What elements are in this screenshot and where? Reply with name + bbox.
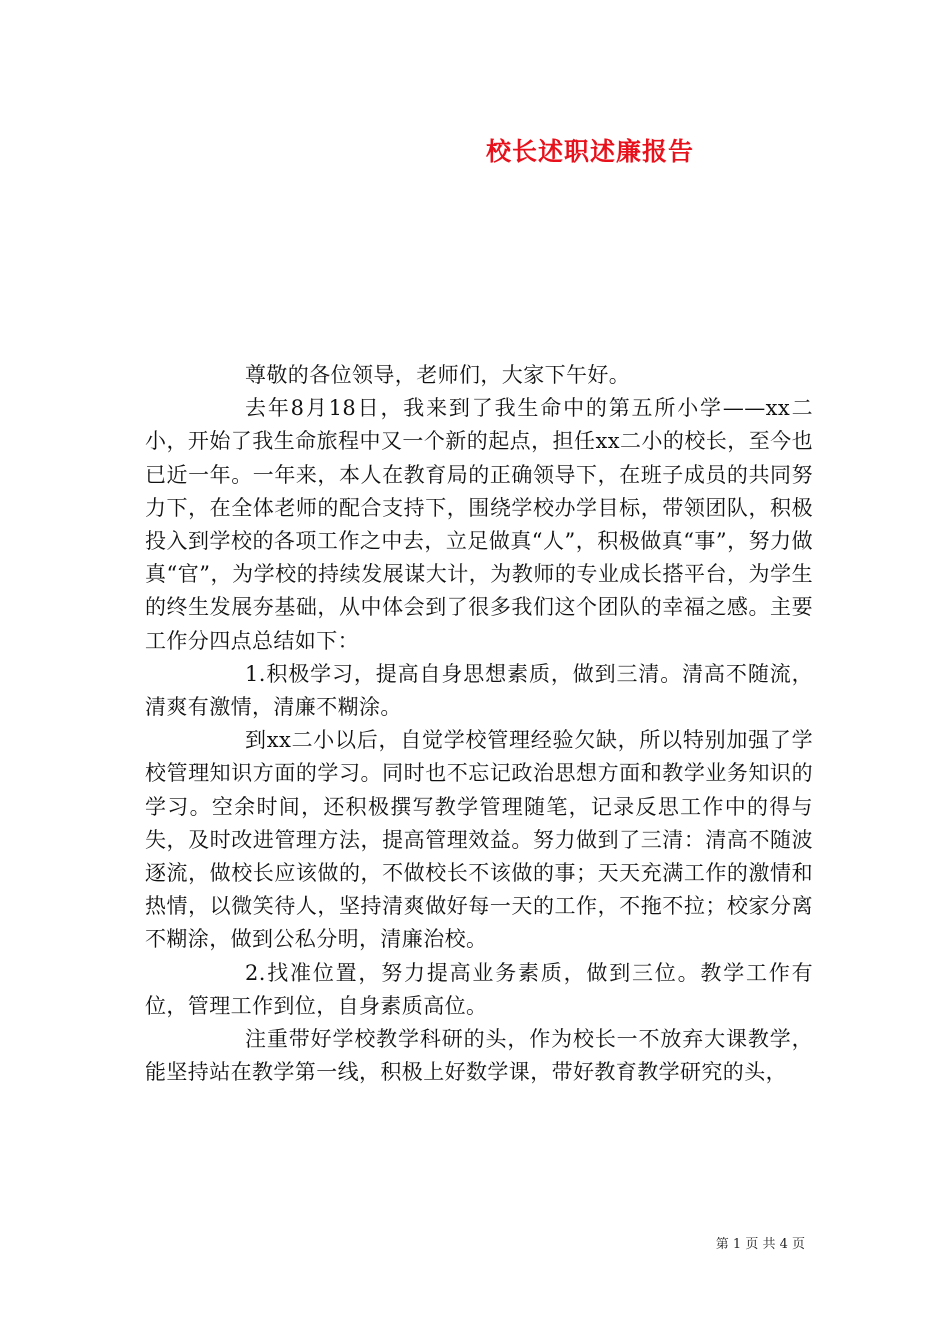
paragraph-section-2-body: 注重带好学校教学科研的头，作为校长一不放弃大课教学，能坚持站在教学第一线，积极上好数学课，带好教育教学研究的头， xyxy=(145,1027,813,1085)
paragraph-section-1-heading: 1.积极学习，提高自身思想素质，做到三清。清高不随流，清爽有激情，清廉不糊涂。 xyxy=(145,661,813,720)
document-body xyxy=(145,359,813,1089)
document-title: 校长述职述廉报告 xyxy=(485,137,694,166)
paragraph-section-2-heading: 2.找准位置，努力提高业务素质，做到三位。教学工作有位，管理工作到位，自身素质高位。 xyxy=(145,960,813,1018)
paragraph-section-1-body: 到xx二小以后，自觉学校管理经验欠缺，所以特别加强了学校管理知识方面的学习。同时也不忘记政治思想方面和教学业务知识的学习。空余时间，还积极撰写教学管理随笔，记录反思工作中的得与失，及时改进管理方法，提高管理效益。努力做到了三清：清高不随波逐流，做校长应该做的，不做校长不该做的事；天天充满工作的激情和热情，以微笑待人，坚持清爽做好每一天的工作，不拖不拉；校家分离不糊涂，做到公私分明，清廉治校。 xyxy=(145,728,813,952)
page-number-footer: 第 1 页 共 4 页 xyxy=(715,1237,805,1252)
paragraph-introduction: 去年8月18日，我来到了我生命中的第五所小学——xx二小，开始了我生命旅程中又一个新的起点，担任xx二小的校长，至今也已近一年。一年来，本人在教育局的正确领导下，在班子成员的共同努力下，在全体老师的配合支持下，围绕学校办学目标，带领团队，积极投入到学校的各项工作之中去，立足做真“人”，积极做真“事”，努力做真“官”，为学校的持续发展谋大计，为教师的专业成长搭平台，为学生的终生发展夯基础，从中体会到了很多我们这个团队的幸福之感。主要工作分四点总结如下： xyxy=(145,396,813,653)
paragraph-greeting: 尊敬的各位领导，老师们，大家下午好。 xyxy=(245,363,631,387)
